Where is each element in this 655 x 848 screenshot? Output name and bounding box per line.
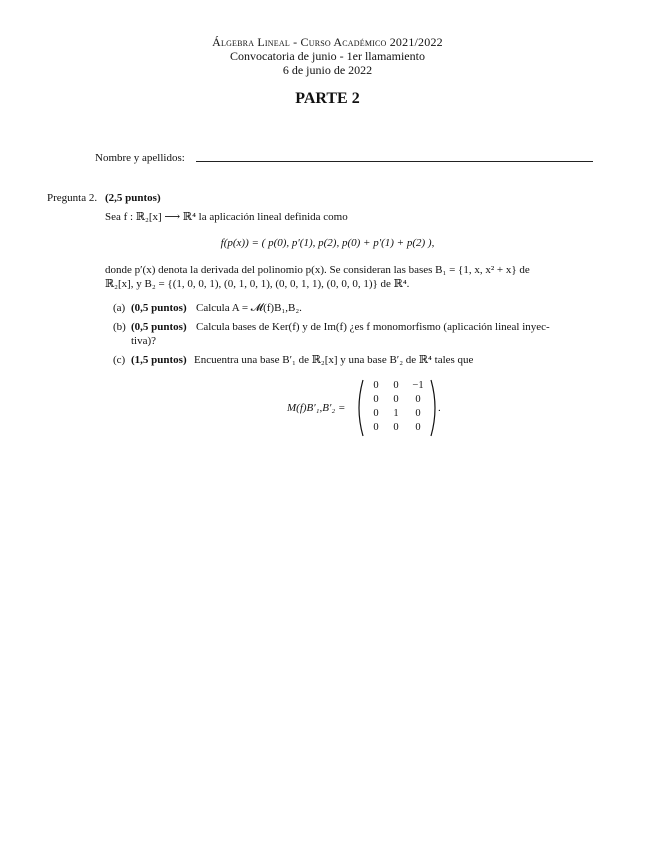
call-subtitle: Convocatoria de junio - 1er llamamiento <box>230 49 425 63</box>
matrix-cell: 1 <box>393 408 399 419</box>
matrix-cell: 0 <box>415 394 421 405</box>
course-title: Álgebra Lineal - Curso Académico 2021/2022 <box>212 35 443 49</box>
part-a-points: (0,5 puntos) <box>131 302 187 314</box>
matrix-cell: 0 <box>393 422 399 433</box>
matrix-label: M(f)B′₁,B′₂ = <box>287 402 346 414</box>
part-a-label: (a) <box>113 302 126 314</box>
name-label: Nombre y apellidos: <box>95 152 185 164</box>
bases-line-2: ℝ₂[x], y B₂ = {(1, 0, 0, 1), (0, 1, 0, 1), (0, 0, 1, 1), (0, 0, 0, 1)} de ℝ⁴. <box>105 278 410 290</box>
bases-line-1: donde p′(x) denota la derivada del polinomio p(x). Se consideran las bases B₁ = {1, x, x² + x} de <box>105 264 530 276</box>
part-c-points: (1,5 puntos) <box>131 354 187 366</box>
part-b-text: Calcula bases de Ker(f) y de Im(f) ¿es f monomorfismo (aplicación lineal inyec- <box>196 321 550 333</box>
question-points: (2,5 puntos) <box>105 192 161 204</box>
matrix-cell: 0 <box>373 408 379 419</box>
name-field-line[interactable] <box>196 161 593 162</box>
question-intro: Sea f : ℝ₂[x] ⟶ ℝ⁴ la aplicación lineal definida como <box>105 211 348 223</box>
matrix-cell: 0 <box>415 422 421 433</box>
matrix-cell: 0 <box>373 422 379 433</box>
matrix-cell: 0 <box>373 394 379 405</box>
matrix-cell: 0 <box>393 380 399 391</box>
part-b-label: (b) <box>113 321 126 333</box>
matrix-end: . <box>438 402 441 414</box>
part-c-text: Encuentra una base B′₁ de ℝ₂[x] y una base B′₂ de ℝ⁴ tales que <box>194 354 474 366</box>
part-title: PARTE 2 <box>295 90 360 107</box>
matrix-cell: 0 <box>393 394 399 405</box>
part-b-text-cont: tiva)? <box>131 335 157 347</box>
definition-equation: f(p(x)) = ( p(0), p′(1), p(2), p(0) + p′(1) + p(2) ), <box>220 237 435 249</box>
matrix-cell: 0 <box>415 408 421 419</box>
part-c-label: (c) <box>113 354 126 366</box>
question-label: Pregunta 2. <box>47 192 98 204</box>
matrix-cell: −1 <box>412 380 424 391</box>
matrix-cell: 0 <box>373 380 379 391</box>
part-b-points: (0,5 puntos) <box>131 321 187 333</box>
exam-date: 6 de junio de 2022 <box>282 63 373 77</box>
matrix <box>355 378 445 438</box>
part-a-text: Calcula A = 𝓜(f)B₁,B₂. <box>196 302 302 314</box>
